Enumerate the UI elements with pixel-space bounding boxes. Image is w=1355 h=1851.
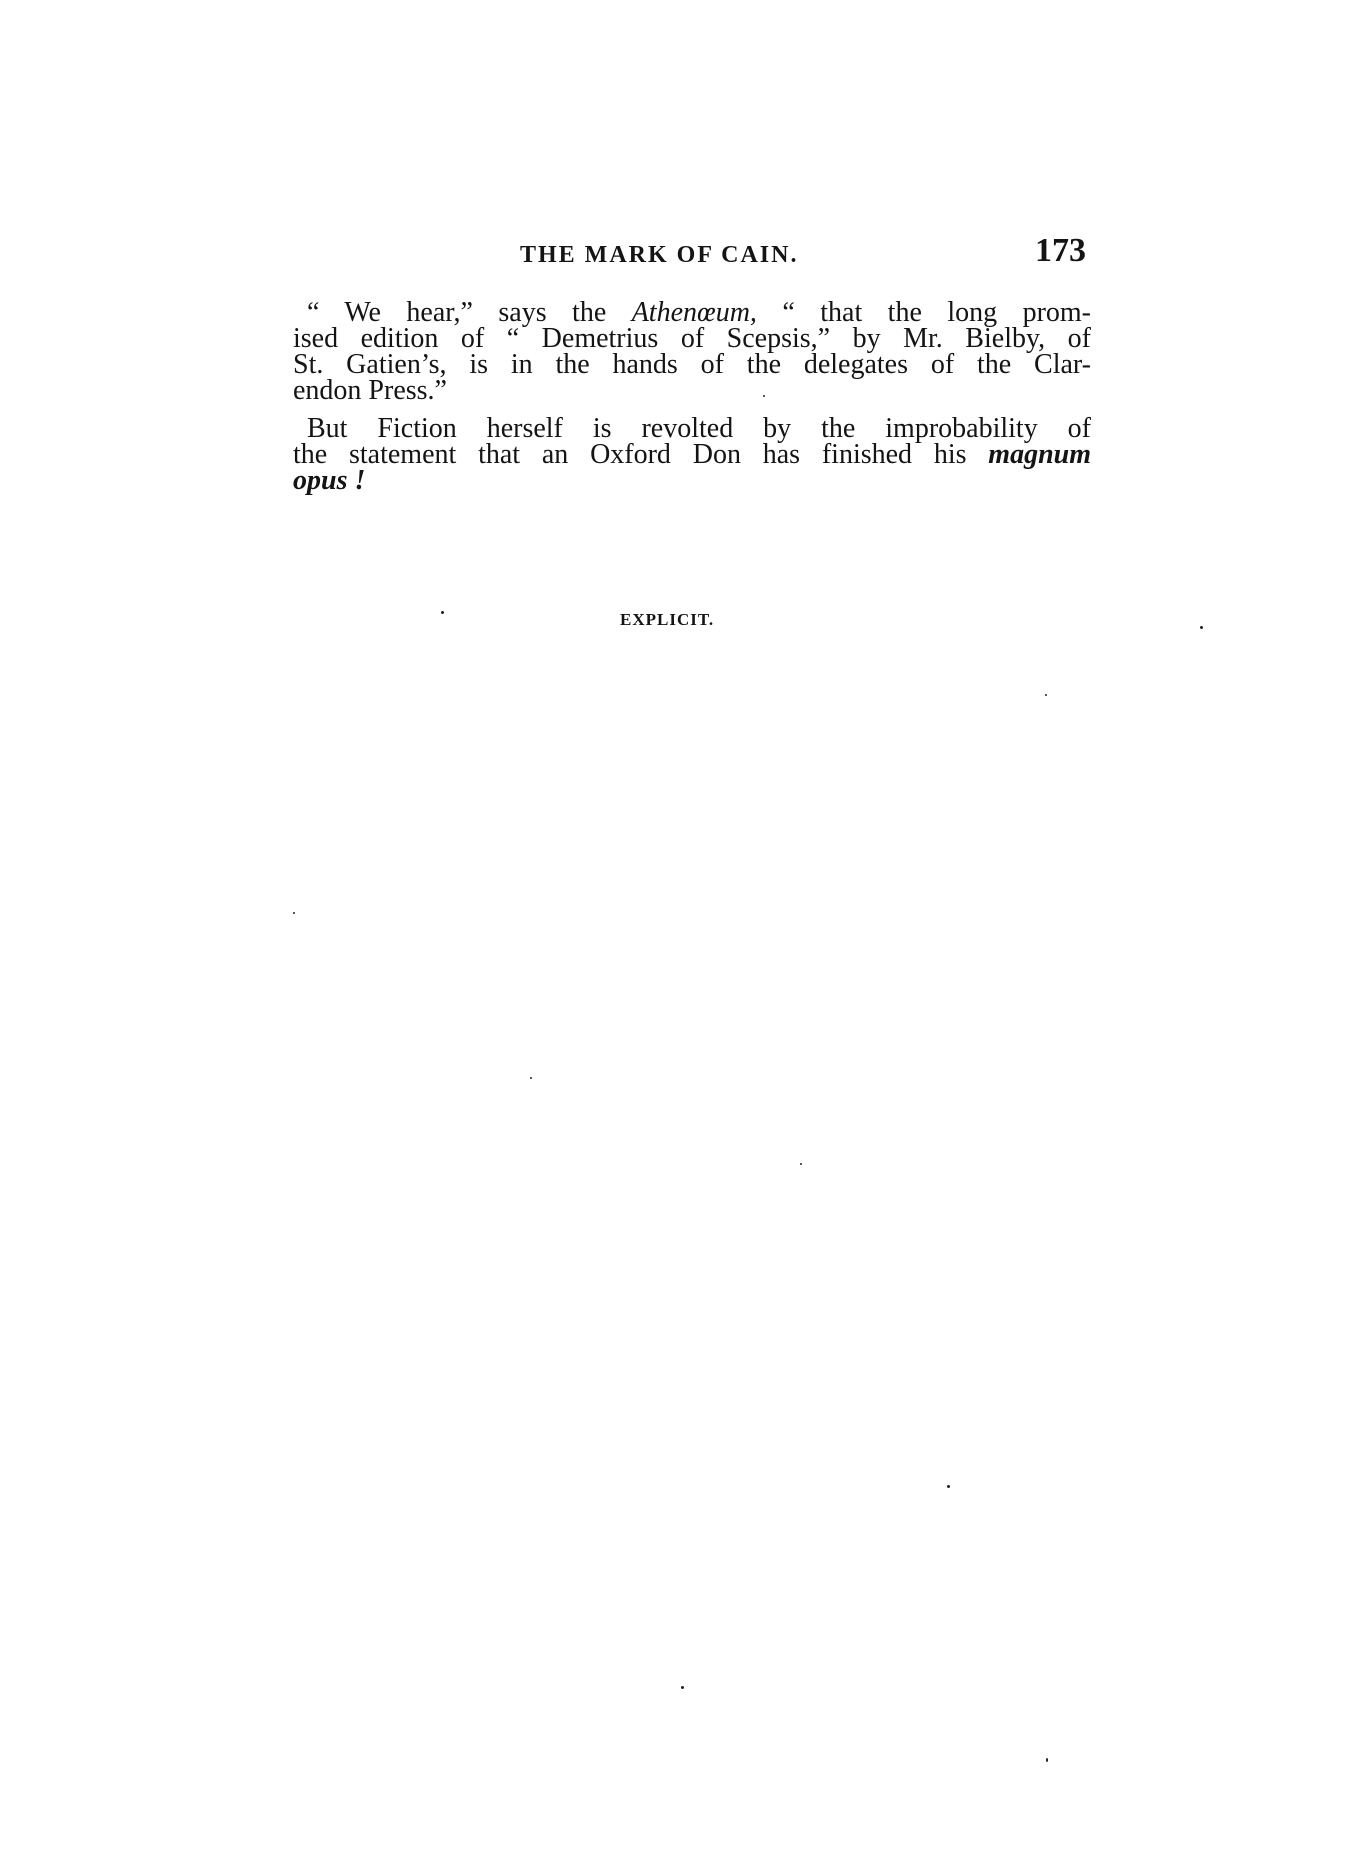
running-title: THE MARK OF CAIN. [520,242,799,268]
paragraph-2-line-1: But Fiction herself is revolted by the improbability of [307,413,1091,444]
paragraph-1 [293,297,1091,406]
paragraph-2-line-2 [293,439,1091,470]
paragraph-1-line-2: ised edition of “ Demetrius of Scepsis,” by Mr. Bielby, of [293,323,1091,354]
page-number: 173 [1035,232,1086,269]
scan-speck [293,912,295,914]
paragraph-2-line-3: opus ! [293,465,366,496]
text-span: the statement that an Oxford Don has finished his [293,439,989,470]
italic-phrase: magnum [988,439,1091,470]
scan-speck [947,1485,950,1488]
scan-speck [763,395,765,397]
body-text [293,297,1091,506]
scan-speck [800,1163,802,1165]
paragraph-2 [293,413,1091,496]
text-span: “ that the long prom- [756,297,1091,328]
scan-speck [1046,1758,1048,1762]
text-span: “ We hear,” says the [307,297,632,328]
paragraph-1-line-3: St. Gatien’s, is in the hands of the delegates of the Clar- [293,349,1091,380]
scan-speck [1200,626,1203,629]
explicit-colophon: EXPLICIT. [620,610,715,629]
scan-speck [681,1686,684,1689]
scan-speck [530,1077,532,1079]
paragraph-1-line-4: endon Press.” [293,375,447,406]
italic-title: Athenœum, [631,297,757,328]
scan-speck [1045,694,1047,696]
scan-speck [441,611,444,614]
